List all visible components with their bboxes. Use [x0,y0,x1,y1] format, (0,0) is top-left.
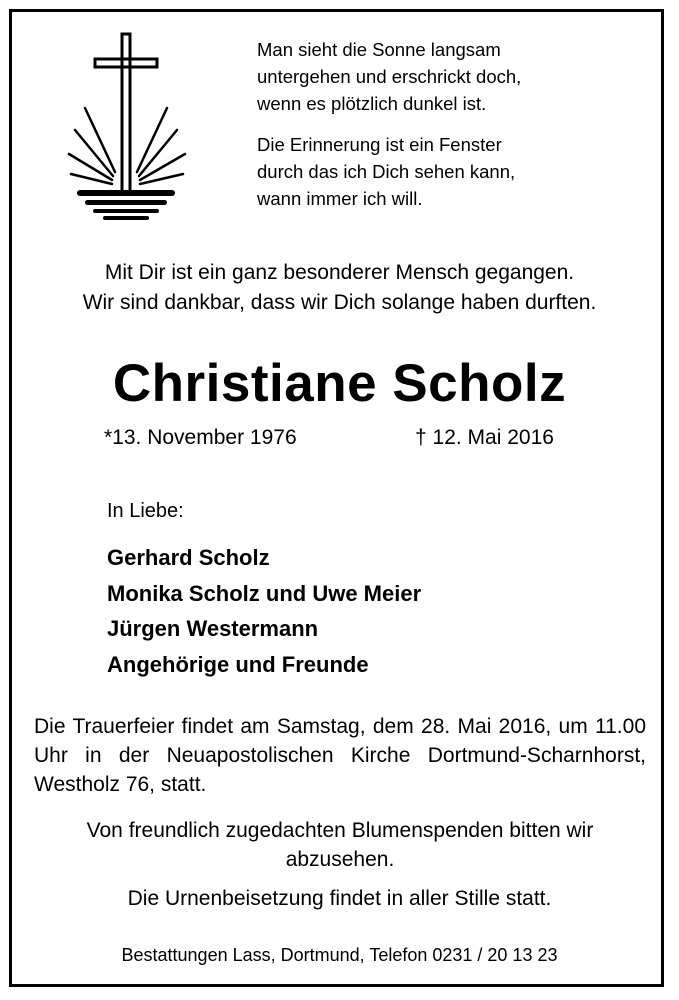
mourner-name: Jürgen Westermann [107,616,319,641]
funeral-home-footer: Bestattungen Lass, Dortmund, Telefon 0231 / 20 13 23 [121,945,558,965]
mourners-list [107,540,421,682]
poem-line: wann immer ich will. [257,188,423,209]
flowers-request: Von freundlich zugedachten Blumenspenden bitten wir abzusehen. [86,819,594,871]
intro-text [0,258,679,318]
mourner-name: Monika Scholz und Uwe Meier [107,580,422,606]
mourner-name: Angehörige und Freunde [107,651,369,677]
death-date: † 12. Mai 2016 [415,426,554,449]
poem-stanza-2 [257,131,657,212]
deceased-name: Christiane Scholz [112,354,567,413]
intro-line: Wir sind dankbar, dass wir Dich solange haben durften. [82,291,597,314]
poem-line: untergehen und erschrickt doch, [257,66,522,87]
urn-burial-info: Die Urnenbeisetzung findet in aller Stille statt. [127,887,552,910]
poem-line: Die Erinnerung ist ein Fenster [257,134,502,155]
intro-line: Mit Dir ist ein ganz besonderer Mensch gegangen. [104,261,575,284]
mourners-heading: In Liebe: [107,500,184,522]
poem-line: durch das ich Dich sehen kann, [257,161,516,182]
cross-sunrise-icon [63,22,193,222]
mourner-name: Gerhard Scholz [107,545,270,570]
poem-line: Man sieht die Sonne langsam [257,39,501,60]
funeral-service-info: Die Trauerfeier findet am Samstag, dem 28. Mai 2016, um 11.00 Uhr in der Neuapostolischen Kirche Dortmund-Scharnhorst, Westholz 76, statt. [34,715,646,796]
poem [257,36,657,212]
birth-date: *13. November 1976 [104,426,297,449]
poem-line: wenn es plötzlich dunkel ist. [257,93,487,114]
poem-stanza-1 [257,36,657,117]
